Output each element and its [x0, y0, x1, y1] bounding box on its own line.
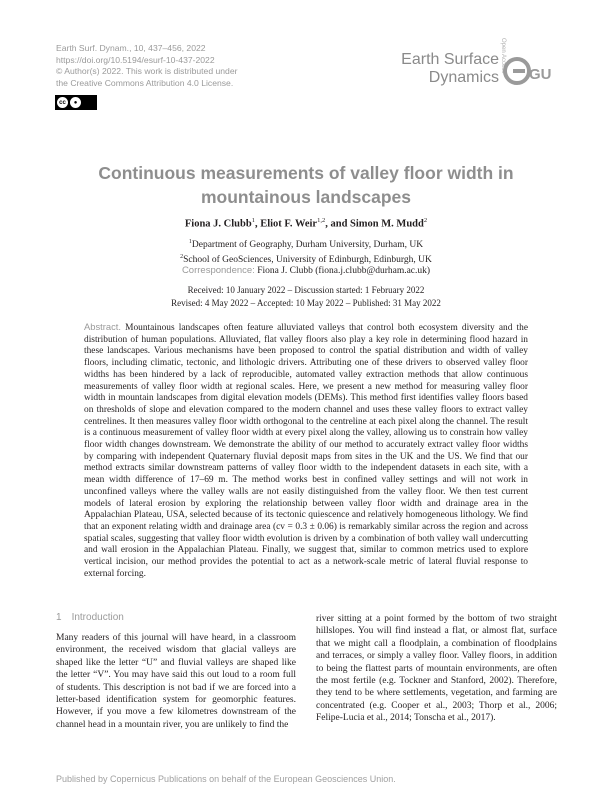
- paper-title: Continuous measurements of valley floor width in mountainous landscapes: [98, 163, 514, 207]
- open-access-label: Open Access: [500, 38, 506, 74]
- affiliation-mark: 1: [188, 239, 192, 245]
- author-list: [80, 217, 532, 230]
- affiliation: [80, 236, 532, 251]
- author-name[interactable]: Fiona J. Clubb: [184, 218, 252, 230]
- affiliation-text: School of GeoSciences, University of Edinburgh, Edinburgh, UK: [183, 255, 432, 266]
- egu-logo: [503, 51, 551, 91]
- correspondence-label: Correspondence:: [181, 265, 255, 276]
- author-affiliation-mark: 1,2: [317, 217, 326, 224]
- body-column-left: Many readers of this journal will have heard, in a classroom environment, the received wisdom that glacial valleys are shaped like the letter “U” and fluvial valleys are shaped like the letter “V”. You may have said this out loud to a room full of students. This description is not bad if we are forced into a letter-based identification system for geomorphic features. However, if you move a few kilometres downstream of the channel head in a mountain river, you are unlikely to find the: [56, 633, 296, 730]
- body-column-right: river sitting at a point formed by the bottom of two straight hillslopes. You will find instead a flat, or almost flat, surface that we might call a floodplain, a combination of floodplains and terraces, or simply a valley floor. Valley floors, in addition to being the flattest parts of mountain environments, are often the most fertile (e.g. Tockner and Stanford, 2002). Therefore, they tend to be where settlements, vegetation, and farming are concentrated (e.g. Cooper et al., 2003; Thorp et al., 2006; Felipe-Lucia et al., 2014; Tonscha et al., 2017).: [316, 614, 557, 724]
- abstract-label: Abstract.: [84, 321, 121, 332]
- cc-icon: cc: [57, 97, 68, 108]
- author-affiliation-mark: 2: [423, 217, 428, 224]
- affiliation-text: Department of Geography, Durham University, Durham, UK: [191, 240, 424, 251]
- cc-by-license-badge[interactable]: [55, 95, 97, 110]
- journal-name-line2: Dynamics: [428, 69, 499, 86]
- author-name[interactable]: Eliot F. Weir: [260, 218, 318, 230]
- affiliations: [80, 236, 532, 266]
- abstract-text: Mountainous landscapes often feature alluviated valleys that control both ecosystem diversity and the distribution of human populations. Alluviated, flat valley floors also play a key role in determining flood hazard in these landscapes. Various mechanisms have been proposed to control the spatial distribution and width of valley floors, including climatic, tectonic, and lithologic drivers. Attributing one of these drivers to observed valley floor widths has been hindered by a lack of reproducible, automated valley extraction methods that allow continuous measurements of valley floor width at regional scales. Here, we present a new method for measuring valley floor width in mountain landscapes from digital elevation models (DEMs). This method first identifies valley floors based on thresholds of slope and elevation compared to the modern channel and uses these valley floors to extract valley centrelines. It then measures valley floor width orthogonal to the centreline at each pixel along the channel. The result is a continuous measurement of valley floor width at every pixel along the valley, allowing us to constrain how valley floor width changes downstream. We demonstrate the ability of our method to accurately extract valley floor widths by comparing with independent Quaternary fluvial deposit maps from sites in the UK and the US. We find that our method extracts similar downstream patterns of valley floor width to the independent datasets in each site, with a mean width difference of 17–69 m. The method works best in confined valley settings and will not work in unconfined valleys where the valley walls are not easily distinguished from the valley floor. We then test current models of lateral erosion by exploring the relationship between valley floor width and drainage area in the Appalachian Plateau, USA, selected because of its tectonic quiescence and relatively homogeneous lithology. We find that an exponent relating width and drainage area (cv = 0.3 ± 0.06) is remarkably similar across the region and across spatial scales, suggesting that valley floor width evolution is driven by a combination of both valley wall undercutting and wall erosion in the Appalachian Plateau. Finally, we suggest that, similar to common metrics used to explore vertical incision, our method provides the potential to act as a network-scale metric of lateral fluvial response to external forcing.: [84, 323, 528, 579]
- article-meta: [56, 43, 316, 89]
- abstract: [84, 321, 528, 580]
- section-title: Introduction: [71, 612, 124, 623]
- publisher-footer: Published by Copernicus Publications on behalf of the European Geosciences Union.: [56, 774, 396, 784]
- dates-line: Received: 10 January 2022 – Discussion started: 1 February 2022: [187, 285, 425, 295]
- publication-dates: [80, 284, 532, 310]
- correspondence: [80, 265, 532, 276]
- attribution-person-icon: ●: [70, 97, 81, 108]
- copyright-line: the Creative Commons Attribution 4.0 License.: [56, 77, 234, 88]
- doi-link[interactable]: https://doi.org/10.5194/esurf-10-437-2022: [56, 54, 215, 65]
- author-separator: , and: [325, 218, 351, 230]
- author-name[interactable]: Simon M. Mudd: [350, 218, 424, 230]
- copyright-line: © Author(s) 2022. This work is distributed under: [56, 66, 238, 77]
- svg-text:GU: GU: [529, 66, 551, 83]
- journal-name-line1: Earth Surface: [401, 51, 499, 68]
- section-number: 1: [56, 612, 62, 623]
- journal-name: [401, 51, 499, 87]
- correspondence-email[interactable]: Fiona J. Clubb (fiona.j.clubb@durham.ac.uk): [257, 266, 431, 276]
- author-affiliation-mark: 1: [251, 217, 255, 224]
- affiliation-mark: 2: [180, 254, 184, 261]
- section-heading: [56, 612, 124, 623]
- citation: Earth Surf. Dynam., 10, 437–456, 2022: [56, 43, 206, 53]
- author-separator: ,: [254, 218, 261, 230]
- dates-line: Revised: 4 May 2022 – Accepted: 10 May 2022 – Published: 31 May 2022: [171, 298, 441, 308]
